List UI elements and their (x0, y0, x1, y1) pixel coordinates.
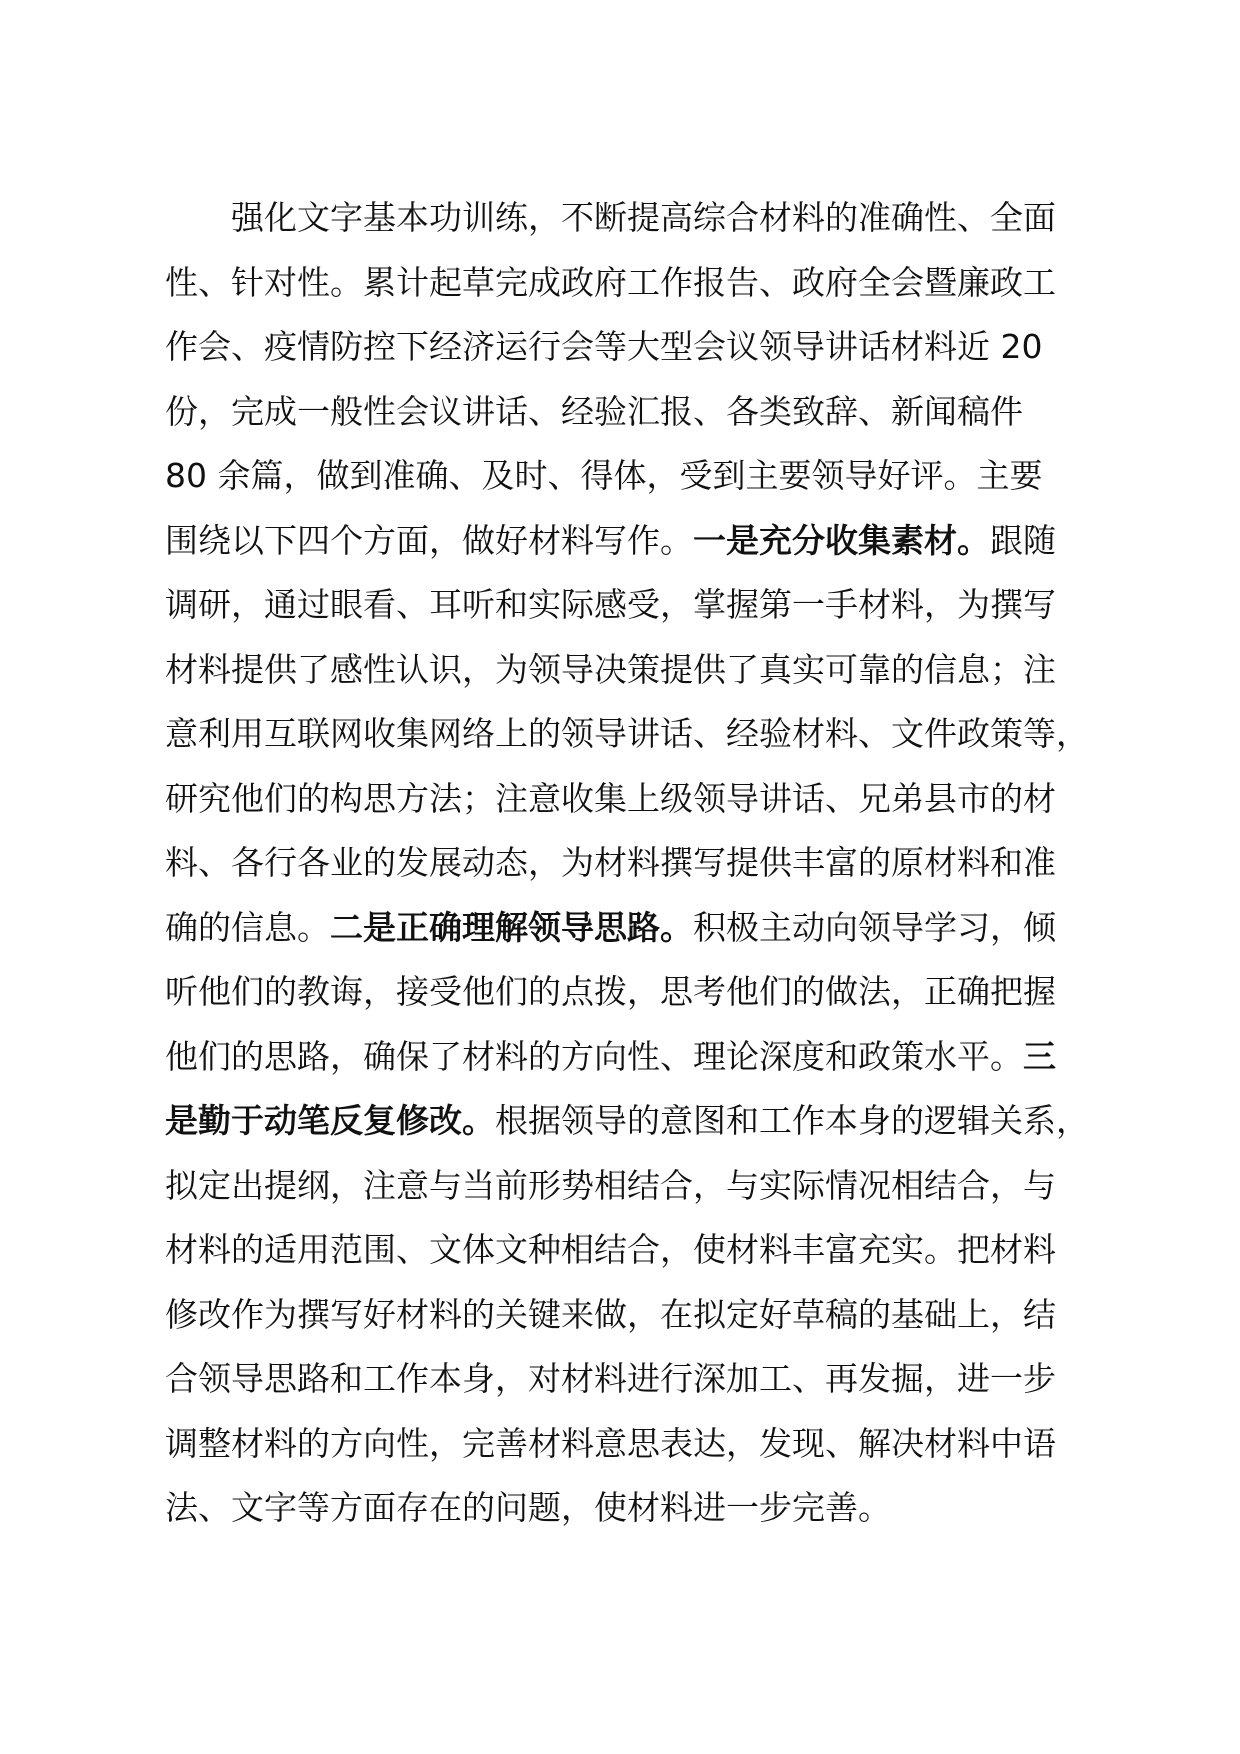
body-text: 料、各行各业的发展动态，为材料撰写提供丰富的原材料和准 (165, 843, 1056, 882)
body-text: 调研，通过眼看、耳听和实际感受，掌握第一手材料，为撰写 (165, 585, 1056, 624)
bold-heading-text: 三 (1023, 1036, 1056, 1076)
text-line (165, 315, 1090, 380)
text-line (165, 1154, 1090, 1219)
text-line (165, 1283, 1090, 1348)
text-line (165, 380, 1090, 445)
body-text: 确的信息。 (165, 907, 330, 947)
body-text: 合领导思路和工作本身，对材料进行深加工、再发掘，进一步 (165, 1359, 1056, 1398)
text-line (165, 1089, 1090, 1154)
body-text: 听他们的教诲，接受他们的点拨，思考他们的做法，正确把握 (165, 972, 1056, 1011)
body-text: 作会、疫情防控下经济运行会等大型会议领导讲话材料近 20 (165, 327, 1043, 366)
body-text: 份，完成一般性会议讲话、经验汇报、各类致辞、新闻稿件 (165, 391, 1023, 431)
text-line (165, 831, 1090, 896)
body-text: 性、针对性。累计起草完成政府工作报告、政府全会暨廉政工 (165, 262, 1056, 302)
text-line (165, 1218, 1090, 1283)
text-line (165, 638, 1090, 703)
text-line (165, 1025, 1090, 1090)
bold-heading-text: 一是充分收集素材。 (693, 520, 990, 560)
body-text: 拟定出提纲，注意与当前形势相结合，与实际情况相结合，与 (165, 1165, 1056, 1205)
body-text: 材料的适用范围、文体文种相结合，使材料丰富充实。把材料 (165, 1230, 1056, 1269)
body-text: 研究他们的构思方法；注意收集上级领导讲话、兄弟县市的材 (165, 778, 1056, 818)
body-text: 80 余篇，做到准确、及时、得体，受到主要领导好评。主要 (165, 456, 1043, 495)
body-text: 根据领导的意图和工作本身的逻辑关系， (495, 1101, 1089, 1140)
body-text: 积极主动向领导学习，倾 (693, 907, 1056, 947)
body-text: 强化文字基本功训练，不断提高综合材料的准确性、全面 (231, 198, 1056, 237)
text-line (165, 1347, 1090, 1412)
body-text: 调整材料的方向性，完善材料意思表达，发现、解决材料中语 (165, 1423, 1056, 1463)
text-line (165, 251, 1090, 316)
text-line (165, 1412, 1090, 1477)
body-text: 材料提供了感性认识，为领导决策提供了真实可靠的信息；注 (165, 649, 1056, 689)
bold-heading-text: 二是正确理解领导思路。 (330, 907, 693, 947)
text-line (165, 186, 1090, 251)
body-text: 他们的思路，确保了材料的方向性、理论深度和政策水平。 (165, 1036, 1023, 1076)
text-line (165, 767, 1090, 832)
body-text: 修改作为撰写好材料的关键来做，在拟定好草稿的基础上，结 (165, 1294, 1056, 1334)
bold-heading-text: 是勤于动笔反复修改。 (165, 1101, 495, 1140)
text-line (165, 960, 1090, 1025)
body-text: 法、文字等方面存在的问题，使材料进一步完善。 (165, 1488, 891, 1527)
body-text: 围绕以下四个方面，做好材料写作。 (165, 520, 693, 560)
text-line (165, 702, 1090, 767)
body-text: 跟随 (990, 520, 1056, 560)
text-line (165, 573, 1090, 638)
text-line (165, 444, 1090, 509)
body-paragraph (165, 186, 1090, 1541)
body-text: 意利用互联网收集网络上的领导讲话、经验材料、文件政策等， (165, 714, 1089, 753)
text-line (165, 509, 1090, 574)
text-line (165, 896, 1090, 961)
text-line (165, 1476, 1090, 1541)
